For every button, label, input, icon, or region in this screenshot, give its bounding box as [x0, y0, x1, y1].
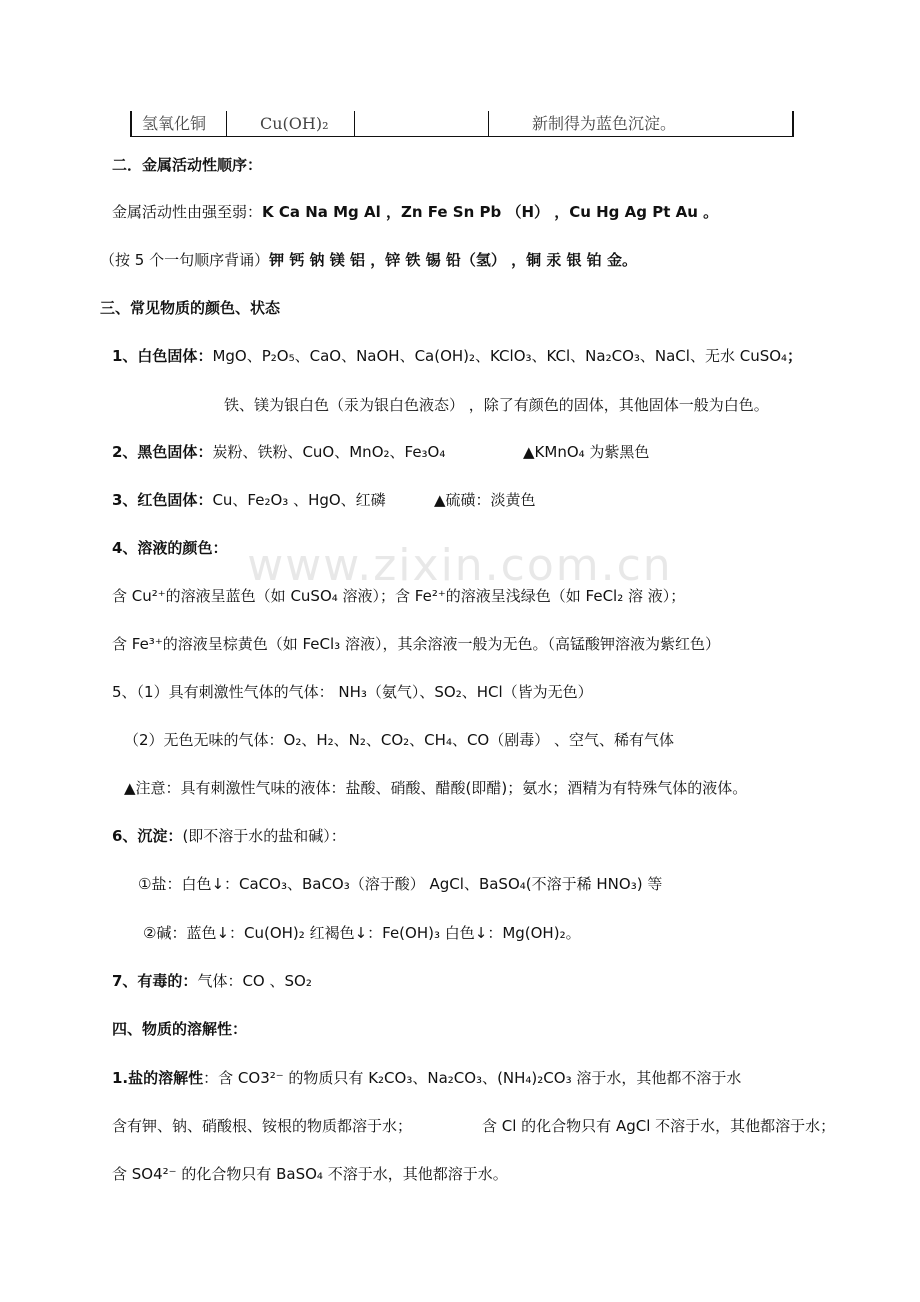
salt-solubility-line: 含有钾、钠、硝酸根、铵根的物质都溶于水； [112, 1117, 413, 1135]
precipitate-salt-line: ①盐：白色↓：CaCO₃、BaCO₃（溶于酸） AgCl、BaSO₄(不溶于稀 HNO₃) 等 [138, 875, 663, 893]
activity-series: K Ca Na Mg Al ，Zn Fe Sn Pb （H） ，Cu Hg Ag Pt Au 。 [262, 203, 719, 221]
solution-color-line: 含 Cu²⁺的溶液呈蓝色（如 CuSO₄ 溶液）；含 Fe²⁺的溶液呈浅绿色（如 FeCl₂ 溶 液）； [112, 587, 686, 605]
salt-solubility-line [112, 1068, 741, 1088]
precipitate-base-line: ②碱：蓝色↓：Cu(OH)₂ 红褐色↓：Fe(OH)₃ 白色↓：Mg(OH)₂。 [143, 924, 581, 942]
toxic-label: 7、有毒的： [112, 972, 198, 990]
black-solids-text: 炭粉、铁粉、CuO、MnO₂、Fe₃O₄ [212, 443, 446, 461]
salt-solubility-label: 1.盐的溶解性 [112, 1069, 204, 1087]
black-solids-line [112, 442, 445, 462]
table-row [130, 111, 794, 137]
precipitate-line [112, 826, 346, 846]
section-heading: 三、常见物质的颜色、状态 [100, 299, 281, 317]
gases-line [112, 682, 593, 702]
white-solids-end: ； [787, 347, 803, 365]
red-solids-label: 3、红色固体： [112, 491, 213, 509]
table-cell-formula: Cu(OH)₂ [260, 114, 329, 133]
white-solids-label: 1、白色固体： [112, 347, 213, 365]
precipitate-label: 6、沉淀： [112, 827, 183, 845]
mnemonic-prefix: （按 5 个一句顺序背诵） [100, 251, 270, 269]
red-solids-text: Cu、Fe₂O₃ 、HgO、红磷 [212, 491, 386, 509]
table-divider [226, 111, 227, 136]
salt-solubility-text: ：含 CO3²⁻ 的物质只有 K₂CO₃、Na₂CO₃、(NH₄)₂CO₃ 溶于水，其他都不溶于水 [203, 1069, 742, 1087]
salt-solubility-line: 含 Cl 的化合物只有 AgCl 不溶于水，其他都溶于水； [482, 1117, 836, 1135]
salt-solubility-line: 含 SO4²⁻ 的化合物只有 BaSO₄ 不溶于水，其他都溶于水。 [112, 1165, 508, 1183]
table-cell-note: 新制得为蓝色沉淀。 [532, 114, 677, 133]
white-solids-line [112, 346, 802, 366]
toxic-text: 气体：CO 、SO₂ [197, 972, 312, 990]
table-cell-name: 氢氧化铜 [142, 114, 207, 133]
toxic-line [112, 971, 312, 991]
section-heading: 二．金属活动性顺序： [112, 156, 263, 174]
gases-text: NH₃（氨气）、SO₂、HCl（皆为无色） [338, 683, 593, 701]
white-solids-note: 铁、镁为银白色（汞为银白色液态） ，除了有颜色的固体，其他固体一般为白色。 [224, 396, 769, 414]
table-divider [488, 111, 489, 136]
red-solids-line [112, 490, 386, 510]
activity-line [112, 202, 718, 222]
activity-mnemonic-line [100, 250, 637, 270]
gases-label: 5、（1）具有刺激性气体的气体： [112, 683, 334, 701]
watermark: www.zixin.com.cn [247, 540, 673, 591]
black-solids-note: ▲KMnO₄ 为紫黑色 [523, 443, 650, 461]
gases-note: ▲注意：具有刺激性气味的液体：盐酸、硝酸、醋酸(即醋)；氨水；酒精为有特殊气体的液体。 [124, 779, 748, 797]
precipitate-text: (即不溶于水的盐和碱）： [182, 827, 346, 845]
solution-color-label: 4、溶液的颜色： [112, 539, 228, 557]
activity-prefix: 金属活动性由强至弱： [112, 203, 263, 221]
gases-line: （2）无色无味的气体：O₂、H₂、N₂、CO₂、CH₄、CO（剧毒） 、空气、稀有气体 [124, 731, 675, 749]
black-solids-label: 2、黑色固体： [112, 443, 213, 461]
mnemonic-series: 钾 钙 钠 镁 铝 ，锌 铁 锡 铅（氢） ，铜 汞 银 铂 金。 [269, 251, 637, 269]
white-solids-text: MgO、P₂O₅、CaO、NaOH、Ca(OH)₂、KClO₃、KCl、Na₂CO₃、NaCl、无水 CuSO₄ [212, 347, 788, 365]
red-solids-note: ▲硫磺：淡黄色 [434, 491, 536, 509]
section-heading: 四、物质的溶解性： [112, 1020, 248, 1038]
solution-color-line: 含 Fe³⁺的溶液呈棕黄色（如 FeCl₃ 溶液），其余溶液一般为无色。（高锰酸钾溶液为紫红色） [112, 635, 720, 653]
table-divider [354, 111, 355, 136]
